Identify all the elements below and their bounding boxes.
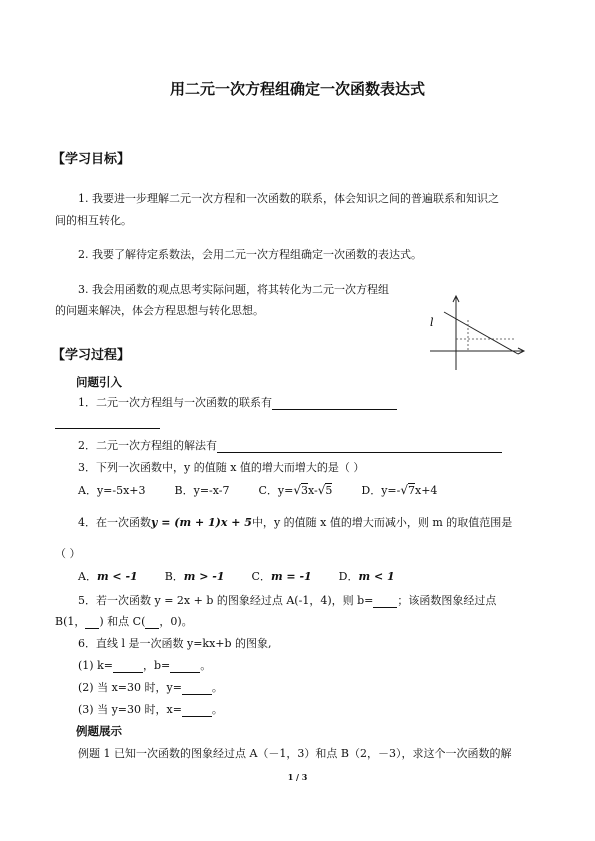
answer-blank-b[interactable] — [373, 595, 397, 608]
q3-option-d: D．y=-√7x+4 — [361, 483, 438, 497]
question-6-1: (1) k= ，b= 。 — [78, 659, 212, 672]
question-4-options — [78, 568, 395, 584]
intro-heading: 问题引入 — [76, 375, 122, 389]
q4-option-d: D．m < 1 — [338, 570, 395, 583]
page-number: 1 / 3 — [287, 772, 308, 782]
answer-blank-c-x[interactable] — [145, 616, 159, 629]
answer-blank-x[interactable] — [182, 704, 212, 717]
answer-blank-b-y[interactable] — [85, 616, 99, 629]
q4-option-b: B．m > -1 — [164, 570, 225, 583]
answer-blank-1[interactable] — [272, 397, 397, 410]
answer-blank-b-value[interactable] — [170, 660, 200, 673]
q3-option-b: B．y=-x-7 — [174, 484, 230, 497]
q4-option-a: A．m < -1 — [78, 570, 138, 583]
example-heading: 例题展示 — [76, 724, 122, 738]
goal-1-line-1: 1. 我要进一步理解二元一次方程和一次函数的联系，体会知识之间的普遍联系和知识之 — [78, 192, 499, 205]
goals-heading: 【学习目标】 — [52, 152, 131, 167]
question-3-options — [78, 482, 437, 498]
question-5-line-1: 5．若一次函数 y = 2x + b 的图象经过点 A(-1，4)，则 b= ；该函数图象经过点 — [78, 594, 497, 607]
line-graph — [428, 292, 528, 372]
question-2 — [78, 437, 502, 453]
goal-3-line-2: 的问题来解决，体会方程思想与转化思想。 — [55, 304, 264, 317]
question-6-3: (3) 当 y=30 时，x= 。 — [78, 703, 223, 716]
line-label: l — [430, 316, 434, 329]
question-2-text: 2．二元一次方程组的解法有 — [78, 439, 217, 452]
answer-blank-1-cont[interactable] — [55, 428, 160, 429]
answer-blank-2[interactable] — [217, 440, 502, 453]
answer-blank-y[interactable] — [182, 682, 212, 695]
page-title: 用二元一次方程组确定一次函数表达式 — [169, 80, 425, 98]
goal-2: 2. 我要了解待定系数法，会用二元一次方程组确定一次函数的表达式。 — [78, 248, 422, 261]
example-1: 例题 1 已知一次函数的图象经过点 A（－1，3）和点 B（2，－3），求这个一次函数的解 — [78, 747, 512, 760]
question-1-text: 1．二元一次方程组与一次函数的联系有 — [78, 396, 272, 409]
question-6: 6．直线 l 是一次函数 y=kx+b 的图象, — [78, 637, 272, 650]
question-4: 4．在一次函数y = (m + 1)x + 5中，y 的值随 x 值的增大而减小，则 m 的取值范围是 — [78, 516, 513, 529]
q4-option-c: C．m = -1 — [251, 570, 312, 583]
goal-1-line-2: 间的相互转化。 — [55, 214, 132, 227]
goal-3-line-1: 3. 我会用函数的观点思考实际问题，将其转化为二元一次方程组 — [78, 283, 389, 296]
process-heading: 【学习过程】 — [52, 348, 131, 363]
question-1 — [78, 394, 397, 410]
question-5-line-2: B(1， ) 和点 C( ，0)。 — [55, 615, 193, 628]
question-6-2: (2) 当 x=30 时，y= 。 — [78, 681, 223, 694]
answer-blank-k[interactable] — [113, 660, 143, 673]
question-4-paren: （ ） — [55, 547, 81, 560]
question-3: 3．下列一次函数中，y 的值随 x 值的增大而增大的是（ ） — [78, 461, 365, 474]
q3-option-a: A．y=-5x+3 — [78, 484, 146, 497]
line-l — [444, 312, 518, 354]
q4-function: y = (m + 1)x + 5 — [151, 516, 252, 529]
q3-option-c: C．y=√3x-√5 — [258, 483, 333, 497]
